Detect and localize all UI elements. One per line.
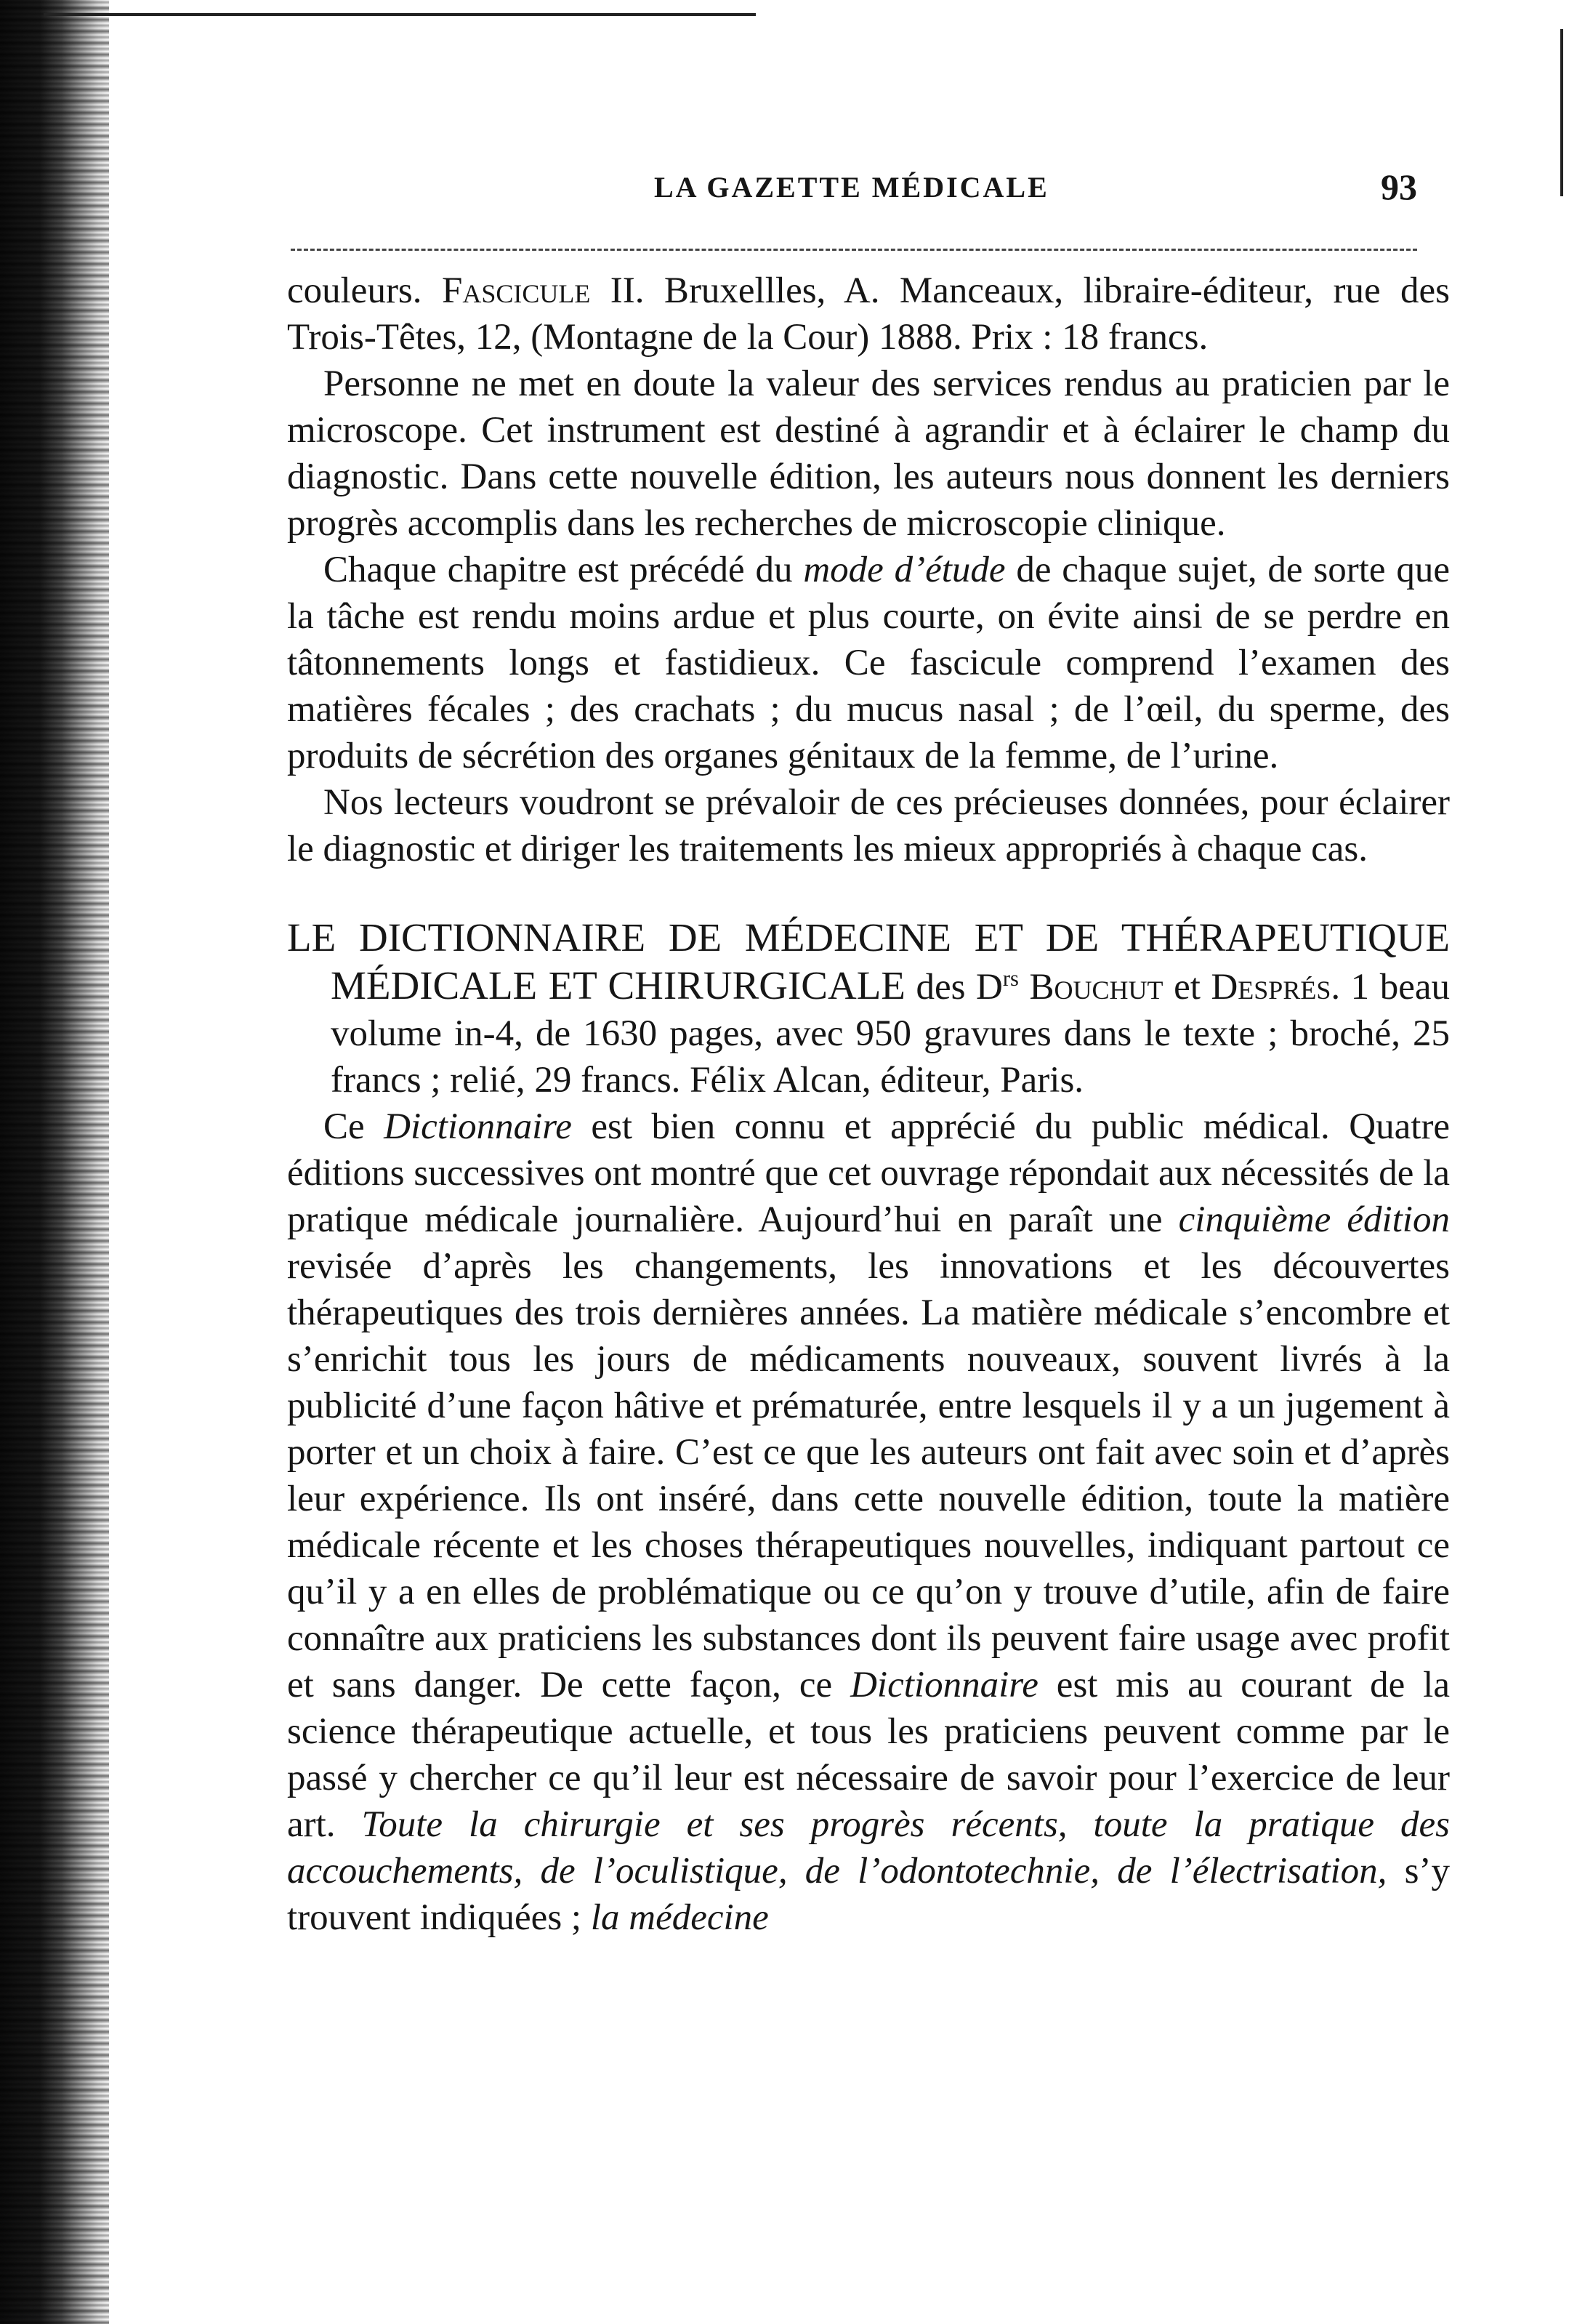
scan-right-edge-line	[1560, 29, 1563, 196]
notice2-heading	[287, 914, 1450, 1103]
notice2-p1-part-b: est bien connu et apprécié du public médical. Quatre éditions successives ont montré que cet ouvrage répondait aux nécessités de la pratique médicale journalière. Aujourd’hui en paraît une	[287, 1106, 1451, 1240]
notice2-p1-em-3: Dictionnaire	[850, 1665, 1038, 1705]
notice1-publication-details: II. Bruxellles, A. Manceaux, libraire-éditeur, rue des Trois-Têtes, 12, (Montagne de la Cour) 1888. Prix : 18 francs.	[287, 270, 1451, 358]
notice2-p1-em-1: Dictionnaire	[384, 1106, 572, 1147]
notice1-paragraph-1: Personne ne met en doute la valeur des services rendus au praticien par le microscope. Cet instrument est destiné à agrandir et à éclairer le champ du diagnostic. Dans cette nouvelle édition, les auteurs nous donnent les derniers progrès accomplis dans les recherches de microscopie clinique.	[287, 363, 1450, 544]
notice1-line-start: couleurs.	[287, 270, 442, 311]
notice2-p1-em-5: la médecine	[590, 1897, 769, 1938]
notice2-publication-details: . 1 beau volume in-4, de 1630 pages, avec 950 gravures dans le texte ; broché, 25 francs ; relié, 29 francs. Félix Alcan, éditeur, Paris.	[331, 967, 1450, 1101]
notice2-p1-part-c: revisée d’après les changements, les innovations et les découvertes thérapeutiques des trois dernières années. La matière médicale s’encombre et s’enrichit tous les jours de médicaments nouveaux, souvent livrés à la publicité d’une façon hâtive et prématurée, entre lesquels il y a un jugement à porter et un choix à faire. C’est ce que les auteurs ont fait avec soin et d’après leur expérience. Ils ont inséré, dans cette nouvelle édition, toute la matière médicale récente et les choses thérapeutiques nouvelles, indiquant partout ce qu’il y a en elles de problématique ou ce qu’on y trouve d’utile, afin de faire connaître aux praticiens les substances dont ils peuvent faire usage avec profit et sans danger. De cette façon, ce	[287, 1246, 1450, 1705]
scanned-binding-edge	[0, 0, 109, 2324]
notice2-paragraph-1	[287, 1103, 1450, 1941]
notice2-title: LE DICTIONNAIRE DE MÉDECINE ET DE THÉRAPEUTIQUE MÉDICALE ET CHIRURGICALE	[287, 915, 1450, 1008]
notice1-p2-start: Chaque chapitre est précédé du	[323, 550, 804, 590]
notice2-p1-part-e: s’y trouvent indiquées ;	[287, 1851, 1450, 1938]
notice2-by-superscript: rs	[1002, 966, 1019, 991]
notice2-p1-part-d: est mis au courant de la science thérapeutique actuelle, et tous les praticiens peuvent comme par le passé y chercher ce qu’il leur est nécessaire de savoir pour l’exercice de leur art.	[287, 1665, 1450, 1845]
header-rule	[291, 249, 1417, 251]
page-body	[287, 268, 1450, 1941]
notice2-by: des D	[905, 967, 1003, 1008]
notice1-fascicule-label: Fascicule	[441, 270, 591, 311]
page-number: 93	[1381, 166, 1417, 207]
notice2-author-1: Bouchut	[1018, 967, 1163, 1008]
running-title: LA GAZETTE MÉDICALE	[654, 171, 1049, 204]
notice2-p1-em-2: cinquième édition	[1178, 1199, 1450, 1240]
notice1-p2-end: de chaque sujet, de sorte que la tâche est rendu moins ardue et plus courte, on évite ainsi de se perdre en tâtonnements longs et fastidieux. Ce fascicule comprend l’examen des matières fécales ; des crachats ; du mucus nasal ; de l’œil, du sperme, des produits de sécrétion des organes génitaux de la femme, de l’urine.	[287, 550, 1450, 776]
notice1-p2-emphasis: mode d’étude	[803, 550, 1006, 590]
scan-top-edge-line	[44, 13, 756, 16]
notice2-and: et	[1163, 967, 1211, 1008]
notice2-p1-part-a: Ce	[323, 1106, 384, 1147]
notice2-p1-em-4: Toute la chirurgie et ses progrès récents, toute la pratique des accouchements, de l’oculistique, de l’odontotechnie, de l’électrisation,	[287, 1804, 1450, 1891]
notice1-publication-line	[287, 268, 1450, 361]
notice2-author-2: Després	[1211, 967, 1331, 1008]
notice1-paragraph-2	[287, 547, 1450, 779]
notice1-paragraph-3: Nos lecteurs voudront se prévaloir de ces précieuses données, pour éclairer le diagnostic et diriger les traitements les mieux appropriés à chaque cas.	[287, 782, 1450, 869]
